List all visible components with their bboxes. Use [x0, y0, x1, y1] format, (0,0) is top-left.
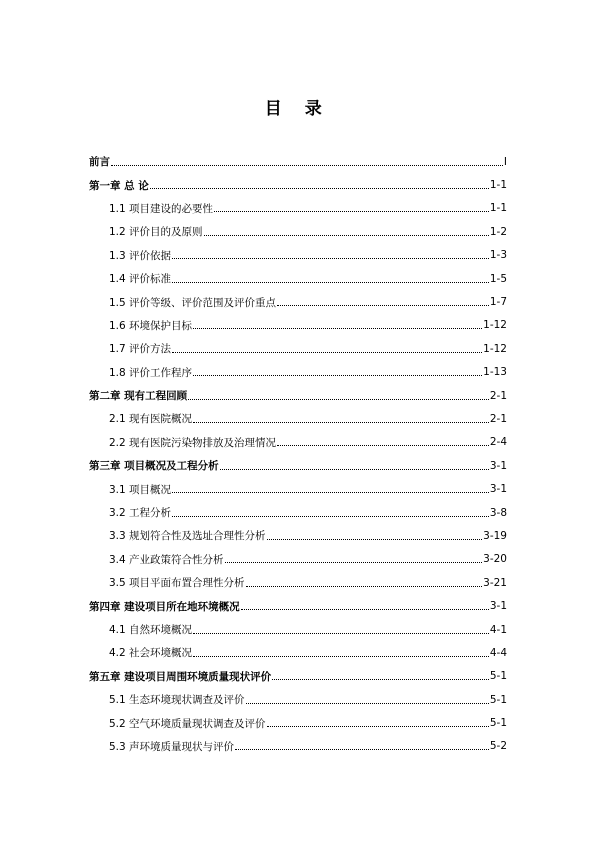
toc-page-number: 5-1	[489, 693, 507, 706]
toc-chapter-entry[interactable]	[89, 594, 507, 617]
toc-section-entry[interactable]	[89, 548, 507, 571]
dot-leader	[277, 292, 489, 306]
dot-leader	[172, 245, 489, 259]
toc-section-entry[interactable]	[89, 197, 507, 220]
toc-section-entry[interactable]	[89, 641, 507, 664]
toc-page-number: 4-1	[489, 623, 507, 636]
dot-leader	[204, 222, 489, 236]
toc-entry-title: 第四章 建设项目所在地环境概况	[89, 600, 240, 613]
toc-page-number: 1-12	[483, 342, 507, 355]
dot-leader	[267, 713, 489, 727]
toc-page-number: 1-1	[489, 179, 507, 192]
toc-page-number: 3-21	[483, 576, 507, 589]
toc-page-number: 1-3	[489, 249, 507, 262]
toc-page-number: 3-1	[489, 483, 507, 496]
dot-leader	[246, 573, 483, 587]
dot-leader	[172, 503, 489, 517]
toc-entry-title: 3.4 产业政策符合性分析	[109, 553, 224, 566]
toc-section-entry[interactable]	[89, 267, 507, 290]
toc-section-entry[interactable]	[89, 407, 507, 430]
toc-page-number: 3-1	[489, 459, 507, 472]
toc-entry-title: 2.1 现有医院概况	[109, 413, 193, 426]
toc-entry-title: 5.3 声环境质量现状与评价	[109, 740, 235, 753]
toc-entry-title: 1.7 评价方法	[109, 343, 172, 356]
toc-section-entry[interactable]	[89, 314, 507, 337]
page-title: 目 录	[264, 99, 331, 119]
toc-entry-title: 3.1 项目概况	[109, 483, 172, 496]
dot-leader	[235, 736, 489, 750]
toc-entry-title: 第一章 总 论	[89, 179, 149, 192]
toc-chapter-entry[interactable]	[89, 454, 507, 477]
toc-section-entry[interactable]	[89, 571, 507, 594]
toc-page-number: 4-4	[489, 646, 507, 659]
toc-page-number: 1-13	[483, 366, 507, 379]
dot-leader	[241, 596, 489, 610]
toc-section-entry[interactable]	[89, 735, 507, 758]
toc-entry-title: 1.4 评价标准	[109, 273, 172, 286]
toc-section-entry[interactable]	[89, 431, 507, 454]
toc-chapter-entry[interactable]	[89, 665, 507, 688]
toc-chapter-entry[interactable]	[89, 384, 507, 407]
toc-entry-title: 1.2 评价目的及原则	[109, 226, 203, 239]
toc-page-number: 1-5	[489, 272, 507, 285]
toc-entry-title: 1.6 环境保护目标	[109, 319, 193, 332]
toc-entry-title: 1.8 评价工作程序	[109, 366, 193, 379]
toc-page-number: 3-8	[489, 506, 507, 519]
toc-page-number: 3-1	[489, 600, 507, 613]
toc-entry-title: 1.1 项目建设的必要性	[109, 202, 214, 215]
toc-page-number: 1-7	[489, 296, 507, 309]
dot-leader	[193, 643, 489, 657]
dot-leader	[188, 386, 489, 400]
toc-page-number: 2-4	[489, 436, 507, 449]
toc-page-number: 1-1	[489, 202, 507, 215]
dot-leader	[193, 315, 482, 329]
dot-leader	[267, 526, 483, 540]
table-of-contents	[89, 150, 507, 758]
toc-page-number: I	[503, 155, 507, 168]
toc-entry-title: 5.2 空气环境质量现状调查及评价	[109, 717, 266, 730]
toc-entry-title: 3.2 工程分析	[109, 507, 172, 520]
dot-leader	[172, 269, 489, 283]
dot-leader	[193, 362, 482, 376]
toc-section-entry[interactable]	[89, 337, 507, 360]
toc-entry-title: 4.2 社会环境概况	[109, 647, 193, 660]
toc-page-number: 2-1	[489, 389, 507, 402]
toc-entry-title: 3.5 项目平面布置合理性分析	[109, 577, 245, 590]
dot-leader	[193, 620, 489, 634]
toc-entry-title: 5.1 生态环境现状调查及评价	[109, 694, 245, 707]
toc-page-number: 3-19	[483, 529, 507, 542]
dot-leader	[220, 456, 489, 470]
toc-page-number: 3-20	[483, 553, 507, 566]
toc-entry-title: 1.3 评价依据	[109, 249, 172, 262]
dot-leader	[111, 152, 503, 166]
toc-entry-title: 第三章 项目概况及工程分析	[89, 460, 219, 473]
toc-section-entry[interactable]	[89, 711, 507, 734]
toc-entry-title: 第二章 现有工程回顾	[89, 390, 188, 403]
toc-section-entry[interactable]	[89, 524, 507, 547]
dot-leader	[150, 175, 489, 189]
toc-entry-title: 4.1 自然环境概况	[109, 624, 193, 636]
dot-leader	[246, 690, 489, 704]
toc-page-number: 5-1	[489, 717, 507, 730]
toc-section-entry[interactable]	[89, 220, 507, 243]
dot-leader	[172, 479, 489, 493]
dot-leader	[225, 549, 483, 563]
toc-entry-title: 第五章 建设项目周围环境质量现状评价	[89, 670, 272, 683]
dot-leader	[277, 432, 489, 446]
toc-section-entry[interactable]	[89, 361, 507, 384]
dot-leader	[214, 198, 489, 212]
toc-entry-title: 2.2 现有医院污染物排放及治理情况	[109, 436, 277, 449]
toc-chapter-entry[interactable]	[89, 173, 507, 196]
toc-entry-title: 前言	[89, 156, 110, 169]
toc-chapter-entry[interactable]	[89, 150, 507, 173]
toc-section-entry[interactable]	[89, 618, 507, 641]
toc-section-entry[interactable]	[89, 688, 507, 711]
toc-entry-title: 1.5 评价等级、评价范围及评价重点	[109, 296, 277, 309]
toc-section-entry[interactable]	[89, 290, 507, 313]
toc-section-entry[interactable]	[89, 244, 507, 267]
toc-page-number: 1-12	[483, 319, 507, 332]
toc-page-number: 1-2	[489, 225, 507, 238]
dot-leader	[272, 666, 489, 680]
toc-page-number: 5-2	[489, 740, 507, 753]
toc-page-number: 2-1	[489, 412, 507, 425]
dot-leader	[172, 339, 482, 353]
toc-entry-title: 3.3 规划符合性及选址合理性分析	[109, 530, 266, 543]
toc-section-entry[interactable]	[89, 501, 507, 524]
toc-section-entry[interactable]	[89, 477, 507, 500]
dot-leader	[193, 409, 489, 423]
toc-page-number: 5-1	[489, 670, 507, 683]
